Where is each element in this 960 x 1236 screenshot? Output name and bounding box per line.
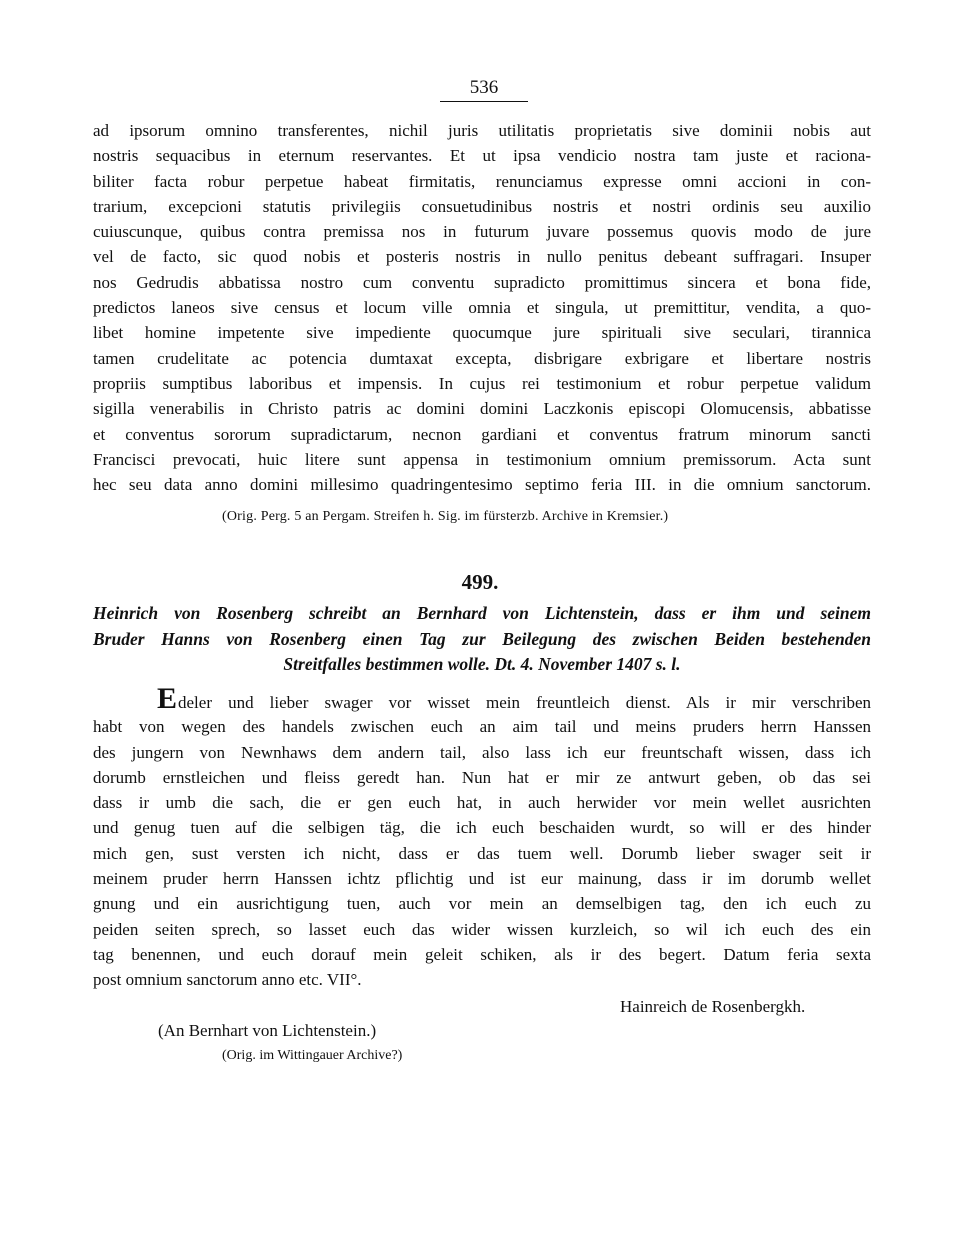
text-line: nos Gedrudis abbatissa nostro cum conventu supradicto promittimus sincera et bona fide,: [93, 272, 871, 292]
text-line: des jungern von Newnhaws dem andern tail, also lass ich eur freuntschaft wissen, dass ich: [93, 742, 871, 762]
regest-line: Streitfalles bestimmen wolle. Dt. 4. November 1407 s. l.: [283, 654, 681, 674]
archive-note: (Orig. im Wittingauer Archive?): [222, 1048, 403, 1063]
text-line: und genug tuen auf die selbigen täg, die ich euch beschaiden wurdt, so will er des hinder: [93, 818, 871, 838]
first-line-text: deler und lieber swager vor wisset mein freuntleich dienst. Als ir mir verschriben: [178, 693, 871, 712]
address-line: (An Bernhart von Lichtenstein.): [158, 1021, 377, 1040]
letter-text: [93, 682, 871, 993]
page-number: 536: [469, 77, 499, 98]
signature: Hainreich de Rosenbergkh.: [620, 997, 806, 1016]
text-line: trarium, excepcioni statutis privilegiis consuetudinibus nostris et nostri ordinis seu auxilio: [93, 196, 871, 216]
document-regest: [93, 601, 871, 678]
text-line: vel de facto, sic quod nobis et posteris nostris in nullo penitus debeant suffragari. Insuper: [93, 247, 871, 267]
text-line: peiden seiten sprech, so lasset euch das wider wissen kurzleich, so wil ich euch des ein: [93, 919, 871, 939]
text-line: gnung und ein ausrichtigung tuen, auch vor mein an demselbigen tag, den ich euch zu: [93, 894, 871, 914]
text-line: cuiuscunque, quibus contra premissa nos in futurum juvare possemus quovis modo de jure: [93, 222, 871, 242]
text-line: mich gen, sust versten ich nicht, dass er das tuem well. Dorumb lieber swager seit ir: [93, 843, 871, 863]
text-line: hec seu data anno domini millesimo quadringentesimo septimo feria III. in die omnium sanctorum.: [93, 475, 871, 495]
text-line: predictos laneos sive census et locum ville omnia et singula, ut premittitur, vendita, a quo-: [93, 298, 871, 318]
text-line: biliter facta robur perpetue habeat firmitatis, renunciamus expresse omni accioni in con-: [93, 171, 871, 191]
text-line: Francisci prevocati, huic litere sunt appensa in testimonium omnium premissorum. Acta sunt: [93, 449, 871, 469]
initial-letter: E: [157, 682, 178, 715]
text-line: et conventus sororum supradictarum, necnon gardiani et conventus fratrum minorum sancti: [93, 424, 871, 444]
text-line: tag benennen, und euch dorauf mein geleit schiken, als ir des begert. Datum feria sexta: [93, 944, 871, 964]
document-number: 499.: [461, 570, 499, 594]
text-line: tamen crudelitate ac potencia dumtaxat excepta, disbrigare exbrigare et libertare nostris: [93, 348, 871, 368]
page-number-rule: [440, 101, 528, 102]
source-note: (Orig. Perg. 5 an Pergam. Streifen h. Sig. im fürsterzb. Archive in Kremsier.): [222, 509, 669, 524]
text-line: dass ir umb die sach, die er gen euch hat, in auch herwider vor mein wellet ausrichten: [93, 793, 871, 813]
text-line: propriis sumptibus laboribus et impensis. In cujus rei testimonium et robur perpetue validum: [93, 373, 871, 393]
text-line: sigilla venerabilis in Christo patris ac domini domini Laczkonis episcopi Olomucensis, abbatisse: [93, 399, 871, 419]
text-line-first: [93, 682, 871, 715]
regest-line: Heinrich von Rosenberg schreibt an Bernhard von Lichtenstein, dass er ihm und seinem: [93, 603, 871, 623]
text-line: ad ipsorum omnino transferentes, nichil juris utilitatis proprietatis sive dominii nobis aut: [93, 121, 871, 140]
text-line: post omnium sanctorum anno etc. VII°.: [93, 970, 362, 990]
text-line: dorumb ernstleichen und fleiss geredt han. Nun hat er mir ze antwurt geben, ob das sei: [93, 767, 871, 787]
text-line: meinem pruder herrn Hanssen ichtz pflichtig und ist eur mainung, dass ir im dorumb wellet: [93, 869, 871, 889]
regest-line: Bruder Hanns von Rosenberg einen Tag zur Beilegung des zwischen Beiden bestehenden: [93, 628, 871, 649]
text-line: nostris sequacibus in eternum reservantes. Et ut ipsa vendicio nostra tam juste et raciona-: [93, 146, 871, 166]
text-line: libet homine impetente sive impediente quocumque jure spirituali sive seculari, tirannica: [93, 323, 871, 343]
continued-charter-text: [93, 118, 871, 497]
text-line: habt von wegen des handels zwischen euch an aim tail und meins pruders herrn Hanssen: [93, 717, 871, 737]
